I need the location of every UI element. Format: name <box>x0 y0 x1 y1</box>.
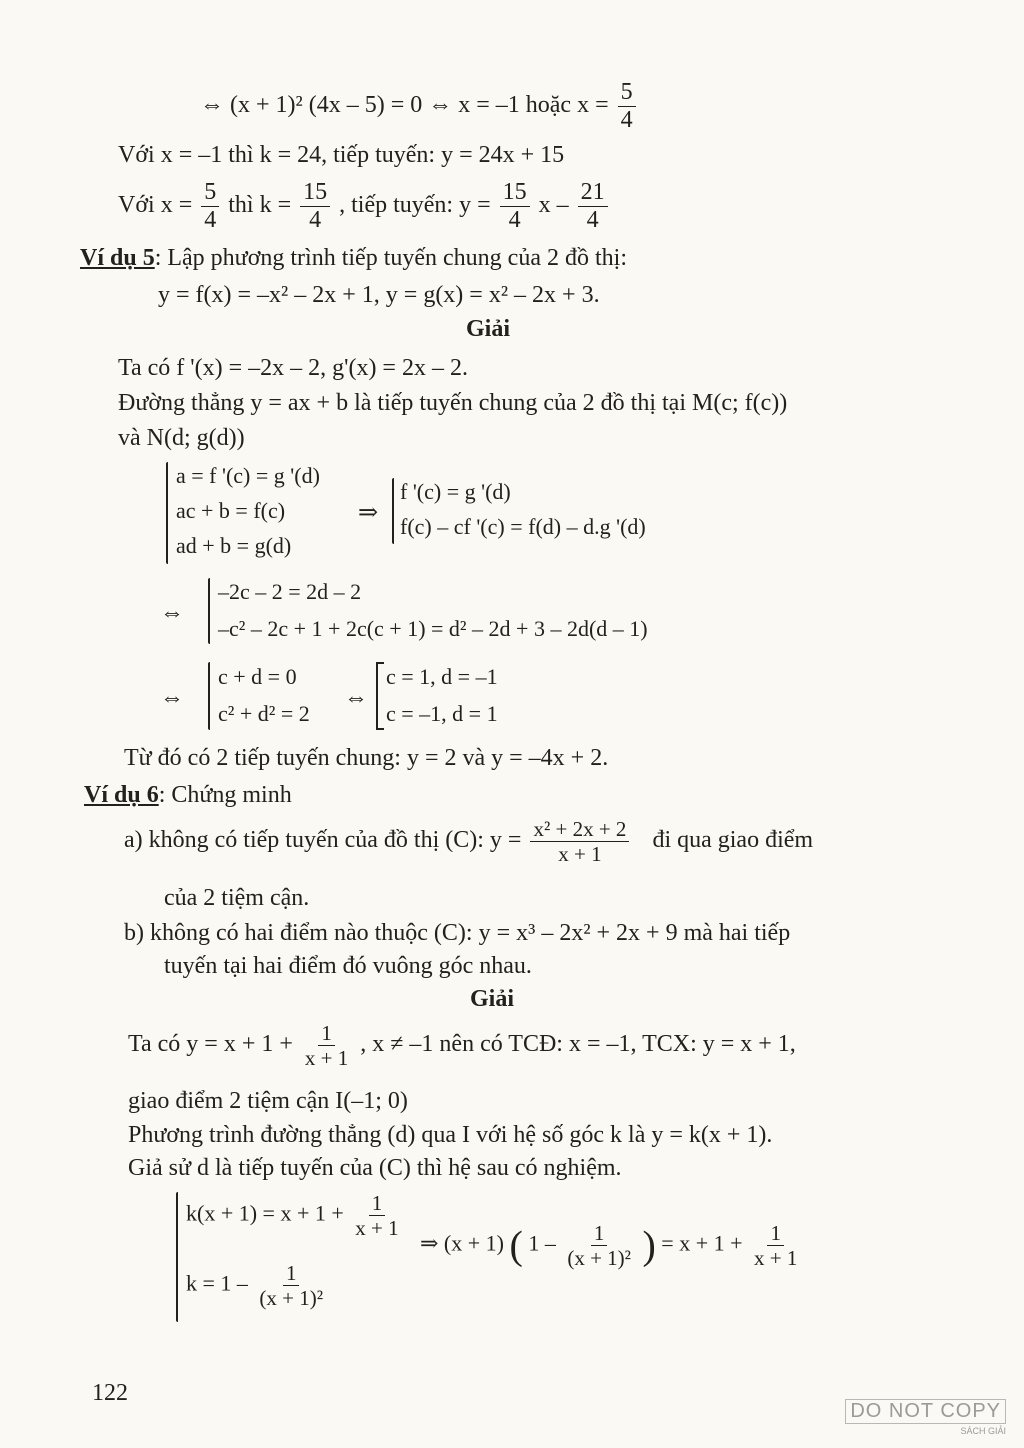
equivalent-symbol: ⇔ <box>160 685 184 711</box>
fraction-5-4: $\frac{5}{4}$ <box>201 180 219 233</box>
tangent-line-statement: Đường thẳng y = ax + b là tiếp tuyến chung của 2 đồ thị tại M(c; f(c)) <box>118 390 788 416</box>
fraction-15-4: $\frac{15}{4}$ <box>300 180 330 233</box>
system-f-row-1: k(x + 1) = x + 1 + $\frac{1}{x + 1}$ <box>186 1192 405 1239</box>
system-b-row-1: f '(c) = g '(d) <box>400 479 511 504</box>
solution-heading: Giải <box>470 986 515 1012</box>
system-a-row-1: a = f '(c) = g '(d) <box>176 463 320 488</box>
system-e-row-2: c = –1, d = 1 <box>386 701 498 726</box>
part-a-line-1: a) không có tiếp tuyến của đồ thị (C): y = $\frac{\text{x² + 2x + 2}}{x + 1}$ đi qua giao điểm <box>124 817 814 867</box>
fraction-21-4: $\frac{21}{4}$ <box>578 180 608 233</box>
common-tangents-result: Từ đó có 2 tiếp tuyến chung: y = 2 và y = –4x + 2. <box>124 745 609 771</box>
fraction-1-over-x1-squared: $\frac{1}{\text{(x + 1)²}}$ <box>567 1221 631 1271</box>
implies-symbol: ⇒ <box>358 500 379 526</box>
system-brace <box>208 662 210 730</box>
equivalent-symbol: ⇔ <box>160 600 184 626</box>
system-c-row-1: –2c – 2 = 2d – 2 <box>218 579 362 604</box>
system-brace <box>392 478 394 544</box>
system-brace <box>166 462 168 564</box>
example-5-heading: Ví dụ 5: Lập phương trình tiếp tuyến chung của 2 đồ thị: <box>80 245 627 271</box>
tangent-line-statement-cont: và N(d; g(d)) <box>118 425 245 451</box>
system-b-row-2: f(c) – cf '(c) = f(d) – d.g '(d) <box>400 514 646 539</box>
fraction-c-function: $\frac{\text{x² + 2x + 2}}{x + 1}$ <box>530 818 629 865</box>
system-f-row-2: k = 1 – $\frac{1}{\text{(x + 1)²}}$ <box>186 1262 329 1309</box>
solution-heading: Giải <box>466 316 511 342</box>
assumption-line: Giả sử d là tiếp tuyến của (C) thì hệ sau có nghiệm. <box>128 1155 622 1181</box>
part-b-line-1: b) không có hai điểm nào thuộc (C): y = x³ – 2x² + 2x + 9 mà hai tiếp <box>124 920 791 946</box>
equivalent-symbol: ⇔ <box>344 685 368 711</box>
solution-bracket <box>376 662 384 730</box>
system-brace <box>176 1192 178 1322</box>
example-5-functions: y = f(x) = –x² – 2x + 1, y = g(x) = x² – 2x + 3. <box>158 282 600 308</box>
system-a-row-3: ad + b = g(d) <box>176 533 292 558</box>
page-number: 122 <box>92 1380 128 1406</box>
part-b-line-2: tuyến tại hai điểm đó vuông góc nhau. <box>164 953 532 979</box>
intersection-line: giao điểm 2 tiệm cận I(–1; 0) <box>128 1088 408 1114</box>
fraction-1-over-x1: $\frac{1}{x + 1}$ <box>355 1191 399 1241</box>
part-a-line-2: của 2 tiệm cận. <box>164 885 310 911</box>
system-brace <box>208 578 210 644</box>
watermark-logo: DO NOT COPY SÁCH GIẢI <box>845 1399 1006 1436</box>
system-f-result: ⇒ (x + 1) ( 1 – $\frac{1}{\text{(x + 1)²}}$ ) = x + 1 + $\frac{1}{x + 1}$ <box>420 1222 803 1269</box>
asymptote-line: Ta có y = x + 1 + $\frac{1}{x + 1}$ , x ≠ –1 nên có TCĐ: x = –1, TCX: y = x + 1, <box>128 1021 796 1071</box>
line-k15-4: Với x = $\frac{5}{4}$ thì k = $\frac{15}{4}$ , tiếp tuyến: y = $\frac{15}{4}$ x – $\frac{21}{4}$ <box>118 180 611 233</box>
fraction-1-over-x1: $\frac{1}{x + 1}$ <box>754 1221 798 1271</box>
line-k24: Với x = –1 thì k = 24, tiếp tuyến: y = 24x + 15 <box>118 142 565 168</box>
system-e-row-1: c = 1, d = –1 <box>386 664 498 689</box>
system-d-row-2: c² + d² = 2 <box>218 701 310 726</box>
example-6-heading: Ví dụ 6: Chứng minh <box>84 782 292 808</box>
system-a-row-2: ac + b = f(c) <box>176 498 286 523</box>
system-c-row-2: –c² – 2c + 1 + 2c(c + 1) = d² – 2d + 3 – 2d(d – 1) <box>218 616 648 641</box>
fraction-5-4: $\frac{5}{4}$ <box>618 80 636 133</box>
line-d-equation: Phương trình đường thẳng (d) qua I với hệ số góc k là y = k(x + 1). <box>128 1122 773 1148</box>
fraction-1-over-x1-squared: $\frac{1}{\text{(x + 1)²}}$ <box>259 1261 324 1311</box>
derivatives-line: Ta có f '(x) = –2x – 2, g'(x) = 2x – 2. <box>118 355 468 381</box>
fraction-1-over-x1: $\frac{1}{x + 1}$ <box>304 1021 349 1071</box>
equation-line-1: ⇔ (x + 1)² (4x – 5) = 0 ⇔ x = –1 hoặc x = $\frac{5}{4}$ <box>200 80 639 133</box>
system-d-row-1: c + d = 0 <box>218 664 297 689</box>
fraction-15-4: $\frac{15}{4}$ <box>500 180 530 233</box>
